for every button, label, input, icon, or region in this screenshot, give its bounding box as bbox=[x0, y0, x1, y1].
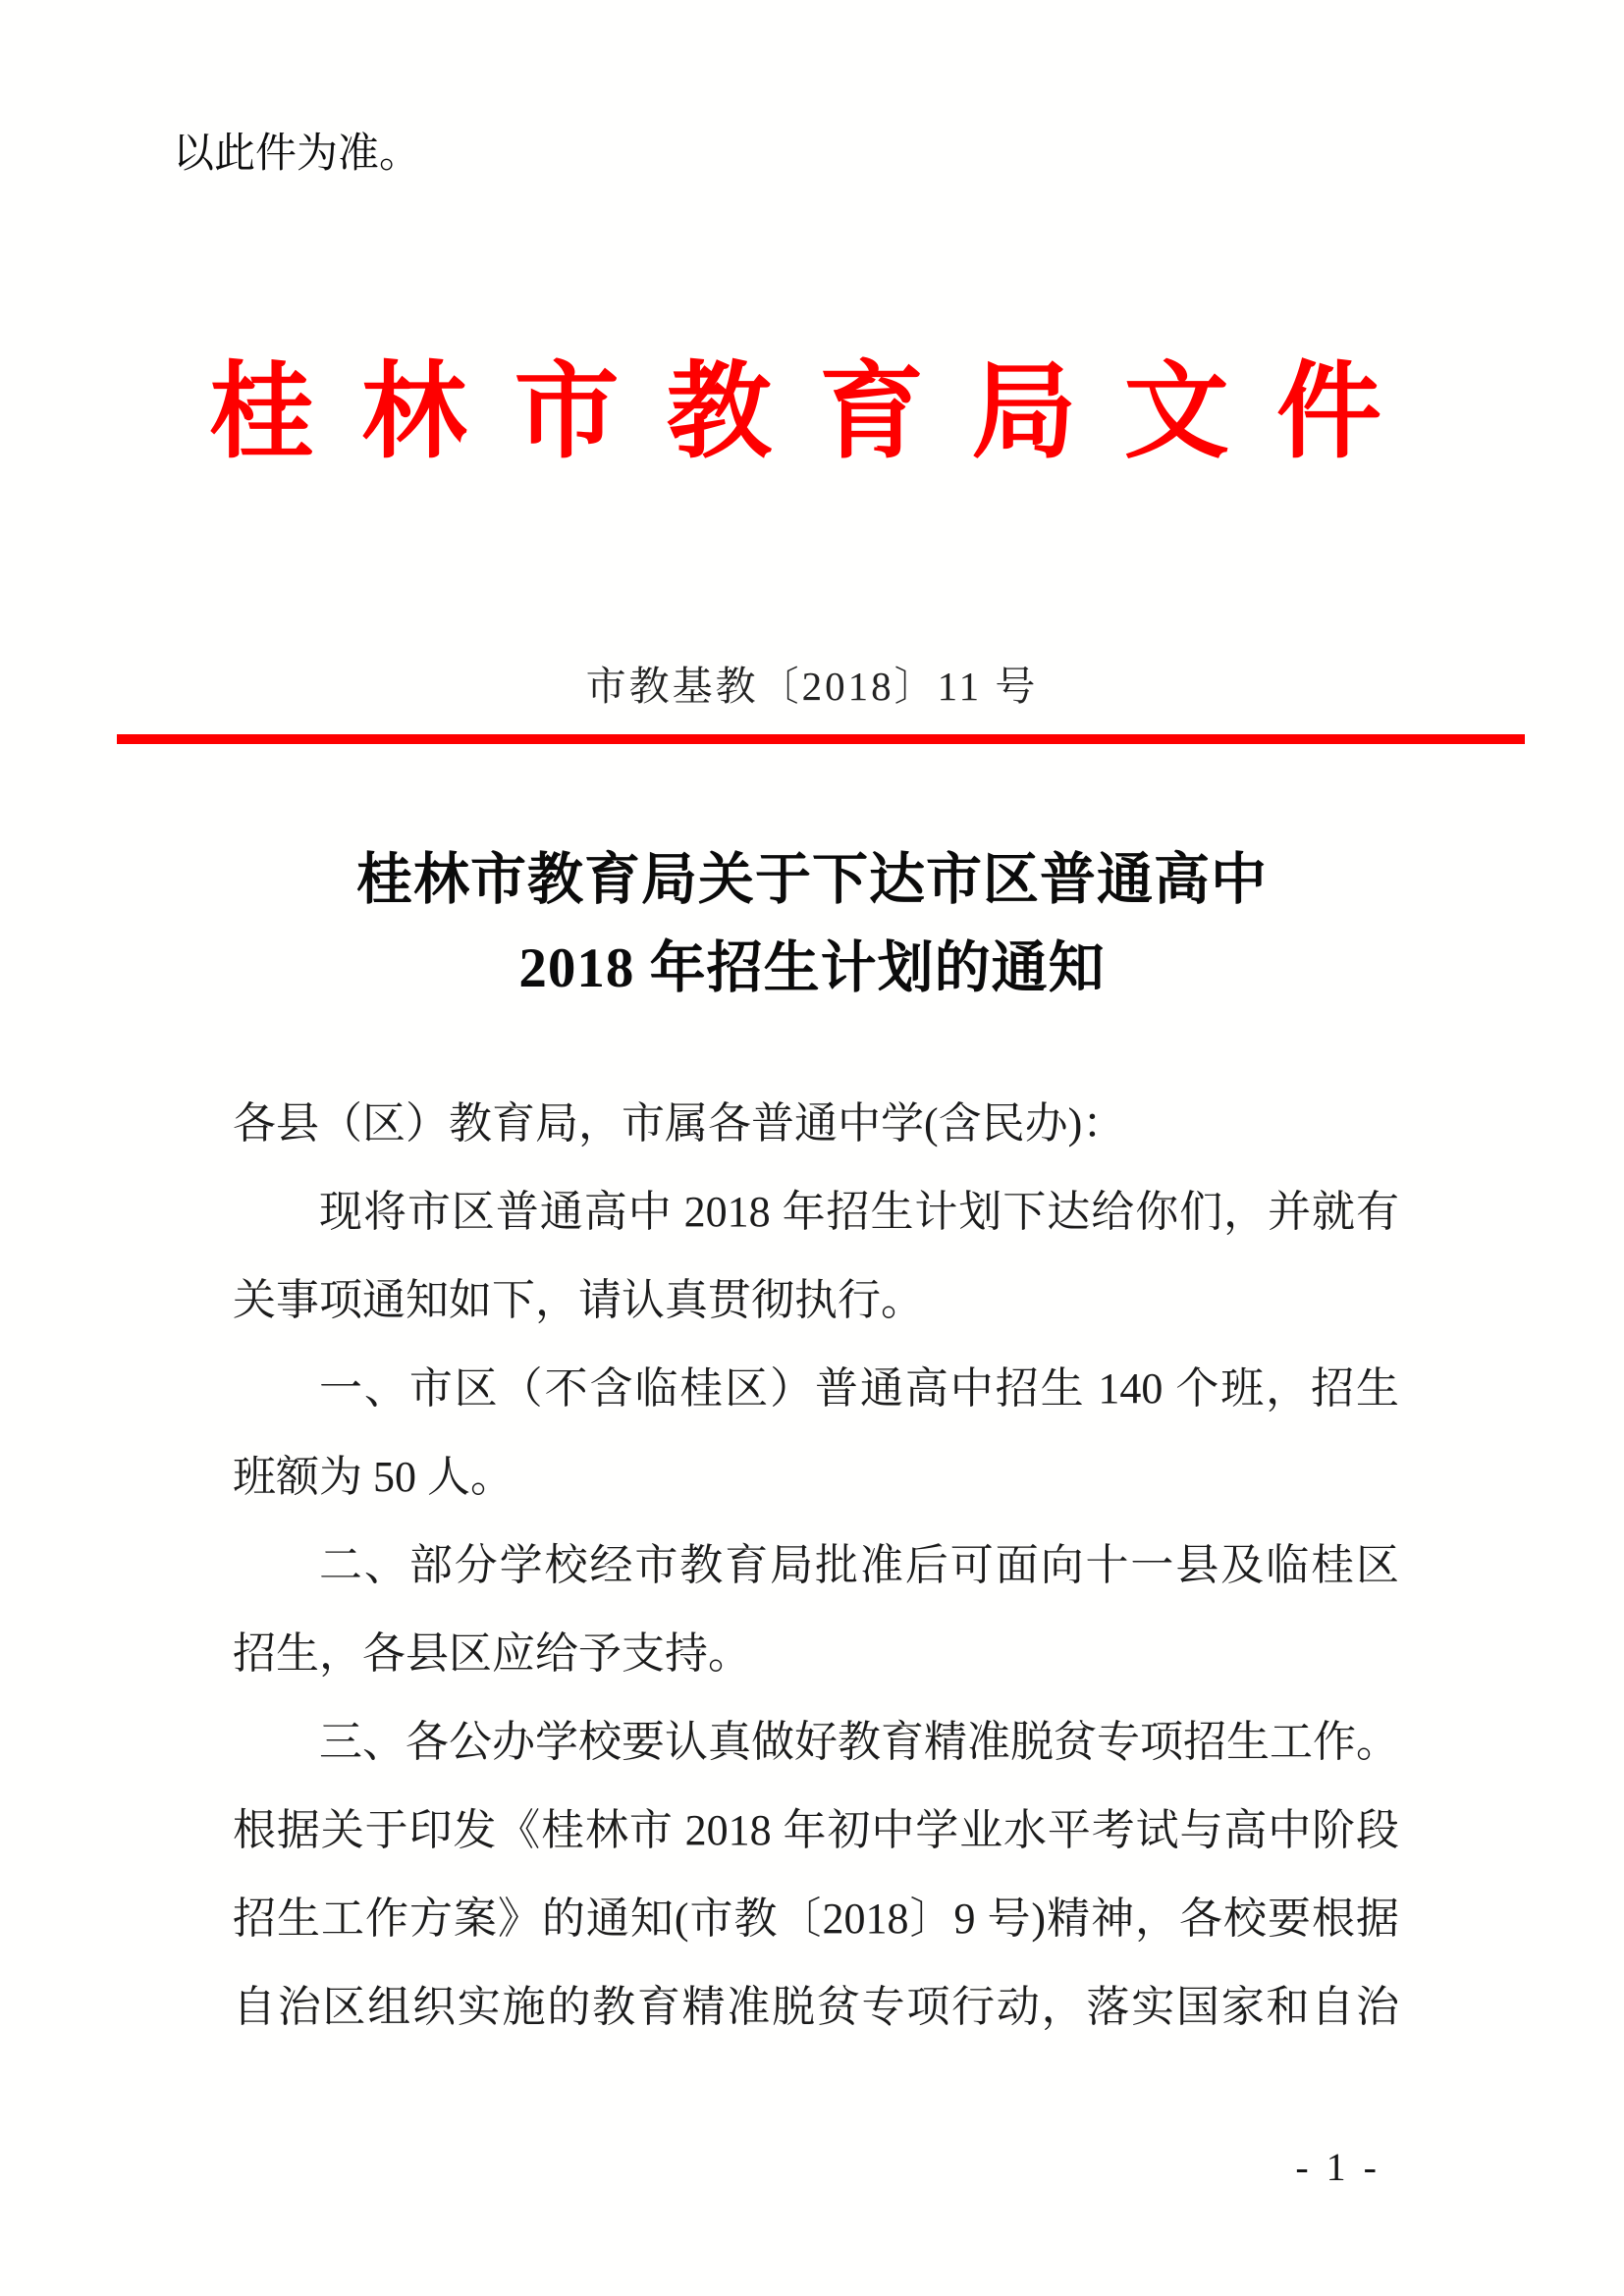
body-line: 二、部分学校经市教育局批准后可面向十一县及临桂区 bbox=[319, 1541, 1399, 1589]
agency-header-char: 件 bbox=[1275, 355, 1381, 471]
agency-header-char: 教 bbox=[666, 355, 772, 471]
agency-header-char: 林 bbox=[361, 355, 467, 471]
body-line: 招生工作方案》的通知(市教〔2018〕9 号)精神，各校要根据 bbox=[233, 1895, 1399, 1943]
agency-header-char: 局 bbox=[971, 355, 1077, 471]
body-text bbox=[233, 1080, 1399, 2052]
document-title-line1: 桂林市教育局关于下达市区普通高中 bbox=[356, 849, 1268, 911]
body-line: 自治区组织实施的教育精准脱贫专项行动，落实国家和自治 bbox=[233, 1983, 1399, 2031]
body-line: 招生，各县区应给予支持。 bbox=[233, 1629, 751, 1678]
body-line: 关事项通知如下，请认真贯彻执行。 bbox=[233, 1276, 924, 1324]
page-number: - 1 - bbox=[1295, 2145, 1380, 2189]
document-title-line2: 2018 年招生计划的通知 bbox=[518, 937, 1106, 999]
agency-header-char: 桂 bbox=[209, 355, 315, 471]
annotation-note: 以此件为准。 bbox=[173, 129, 421, 177]
document-title bbox=[0, 836, 1624, 1013]
agency-header-title bbox=[209, 353, 1381, 474]
agency-header-char: 文 bbox=[1123, 355, 1229, 471]
body-line: 班额为 50 人。 bbox=[233, 1453, 514, 1501]
body-line: 根据关于印发《桂林市 2018 年初中学业水平考试与高中阶段 bbox=[233, 1806, 1399, 1854]
agency-header-char: 市 bbox=[514, 355, 620, 471]
body-line: 现将市区普通高中 2018 年招生计划下达给你们，并就有 bbox=[319, 1188, 1399, 1236]
body-line: 三、各公办学校要认真做好教育精准脱贫专项招生工作。 bbox=[319, 1718, 1399, 1766]
body-line: 各县（区）教育局，市属各普通中学(含民办)： bbox=[233, 1099, 1126, 1148]
body-line: 一、市区（不含临桂区）普通高中招生 140 个班，招生 bbox=[319, 1364, 1399, 1413]
doc-number: 市教基教〔2018〕11 号 bbox=[585, 664, 1039, 709]
red-divider-line bbox=[117, 734, 1525, 744]
agency-header-char: 育 bbox=[819, 355, 925, 471]
